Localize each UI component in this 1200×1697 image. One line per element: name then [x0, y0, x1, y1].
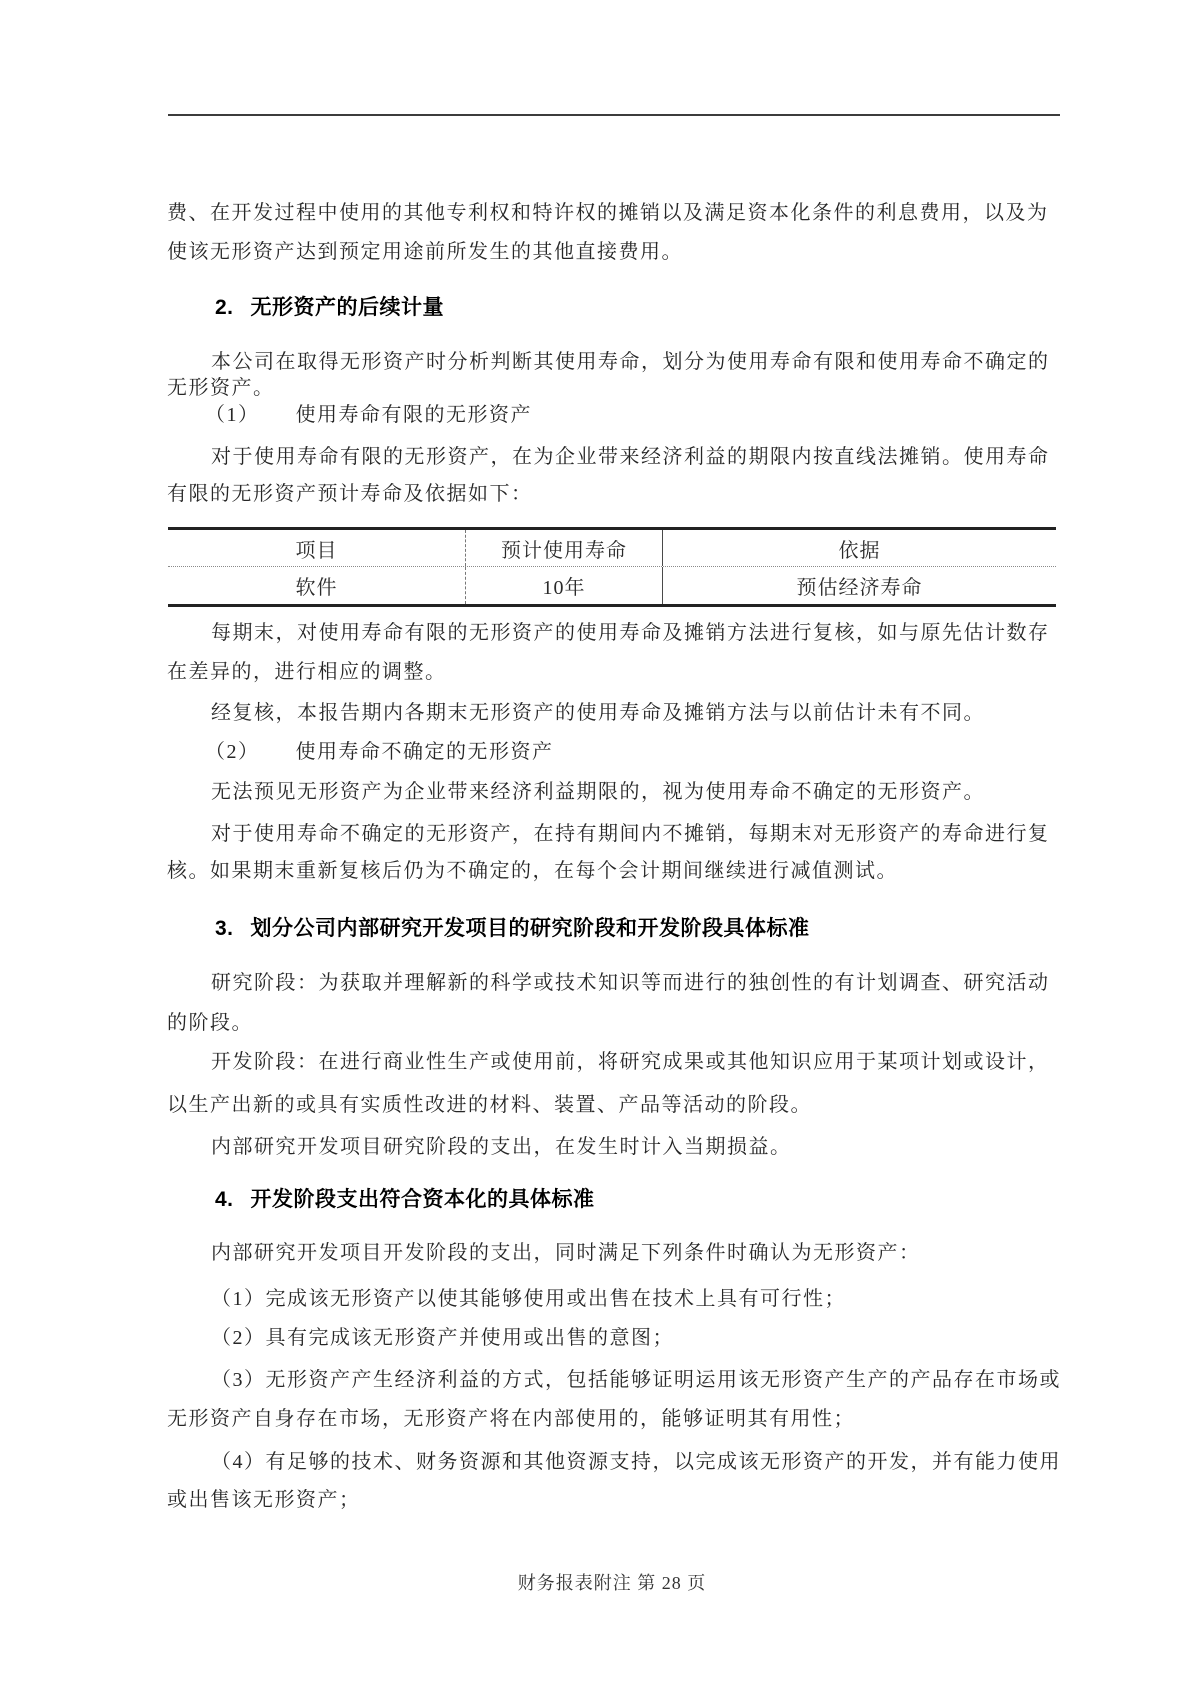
paragraph-line: 内部研究开发项目研究阶段的支出，在发生时计入当期损益。: [211, 1136, 792, 1158]
section-number: 4.: [215, 1188, 234, 1211]
subsection-label: （1）: [205, 404, 260, 426]
paragraph-line: 开发阶段：在进行商业性生产或使用前，将研究成果或其他知识应用于某项计划或设计，: [211, 1051, 1050, 1073]
paragraph-line: 核。如果期末重新复核后仍为不确定的，在每个会计期间继续进行减值测试。: [167, 860, 898, 882]
paragraph-line: 无形资产自身存在市场，无形资产将在内部使用的，能够证明其有用性；: [167, 1408, 855, 1430]
section-title: 划分公司内部研究开发项目的研究阶段和开发阶段具体标准: [250, 917, 810, 940]
paragraph-line: 对于使用寿命不确定的无形资产，在持有期间内不摊销，每期末对无形资产的寿命进行复: [211, 823, 1050, 845]
section-heading-2: [215, 294, 444, 322]
useful-life-table: [168, 527, 1056, 607]
paragraph-line: 研究阶段：为获取并理解新的科学或技术知识等而进行的独创性的有计划调查、研究活动: [211, 972, 1050, 994]
section-heading-4: [215, 1186, 595, 1214]
paragraph-line: 无法预见无形资产为企业带来经济利益期限的，视为使用寿命不确定的无形资产。: [211, 781, 985, 803]
section-title: 开发阶段支出符合资本化的具体标准: [250, 1188, 595, 1211]
subsection-heading-2: [205, 738, 554, 766]
section-title: 无形资产的后续计量: [250, 296, 445, 319]
paragraph-line: 费、在开发过程中使用的其他专利权和特许权的摊销以及满足资本化条件的利息费用，以及为: [167, 202, 1049, 224]
subsection-label: （2）: [205, 741, 260, 763]
subsection-title: 使用寿命有限的无形资产: [295, 404, 532, 426]
paragraph-line: 或出售该无形资产；: [167, 1489, 361, 1511]
paragraph-line: 本公司在取得无形资产时分析判断其使用寿命，划分为使用寿命有限和使用寿命不确定的: [211, 351, 1050, 373]
table-cell-basis: 预估经济寿命: [796, 577, 923, 599]
paragraph-line: （3）无形资产产生经济利益的方式，包括能够证明运用该无形资产生产的产品存在市场或: [211, 1369, 1061, 1391]
paragraph-line: 在差异的，进行相应的调整。: [167, 661, 447, 683]
paragraph-line: （1）完成该无形资产以使其能够使用或出售在技术上具有可行性；: [211, 1288, 846, 1310]
paragraph-line: 有限的无形资产预计寿命及依据如下：: [167, 483, 533, 505]
table-header-basis: 依据: [838, 539, 881, 562]
page-footer: 财务报表附注 第 28 页: [517, 1573, 707, 1593]
paragraph-line: 每期末，对使用寿命有限的无形资产的使用寿命及摊销方法进行复核，如与原先估计数存: [211, 622, 1050, 644]
table-cell-item: 软件: [295, 577, 338, 599]
paragraph-line: 的阶段。: [167, 1012, 253, 1034]
subsection-title: 使用寿命不确定的无形资产: [295, 741, 554, 763]
table-header-life: 预计使用寿命: [465, 530, 663, 566]
subsection-heading-1: [205, 401, 532, 429]
paragraph-line: （2）具有完成该无形资产并使用或出售的意图；: [211, 1327, 674, 1349]
section-number: 2.: [215, 296, 234, 319]
paragraph-line: （4）有足够的技术、财务资源和其他资源支持，以完成该无形资产的开发，并有能力使用: [211, 1451, 1061, 1473]
table-header-item: 项目: [295, 539, 338, 562]
paragraph-line: 经复核，本报告期内各期末无形资产的使用寿命及摊销方法与以前估计未有不同。: [211, 702, 985, 724]
table-cell-life: 10年: [465, 567, 663, 604]
paragraph-line: 内部研究开发项目开发阶段的支出，同时满足下列条件时确认为无形资产：: [211, 1242, 921, 1264]
header-rule: [168, 114, 1060, 116]
paragraph-line: 以生产出新的或具有实质性改进的材料、装置、产品等活动的阶段。: [167, 1094, 812, 1116]
paragraph-line: 对于使用寿命有限的无形资产，在为企业带来经济利益的期限内按直线法摊销。使用寿命: [211, 446, 1050, 468]
paragraph-line: 无形资产。: [167, 377, 275, 399]
section-number: 3.: [215, 917, 234, 940]
paragraph-line: 使该无形资产达到预定用途前所发生的其他直接费用。: [167, 241, 683, 263]
section-heading-3: [215, 915, 810, 943]
table-header-row: [168, 530, 1056, 567]
table-row: [168, 567, 1056, 604]
